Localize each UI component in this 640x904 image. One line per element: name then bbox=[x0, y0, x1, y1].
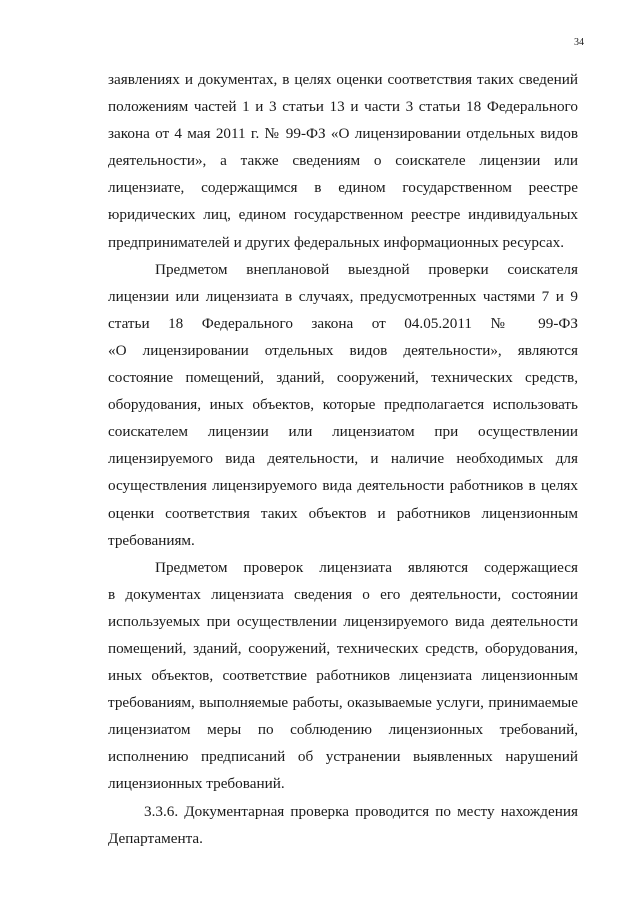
text-line: Предметом проверок лицензиата являются содержащиеся bbox=[155, 558, 578, 576]
text-line: юридических лиц, едином государственном реестре индивидуальных bbox=[108, 206, 578, 224]
text-line: состояние помещений, зданий, сооружений, технических средств, bbox=[108, 369, 578, 387]
text-line: исполнению предписаний об устранении выявленных нарушений bbox=[108, 748, 578, 766]
text-line: соискателем лицензии или лицензиатом при осуществлении bbox=[108, 423, 578, 441]
text-line: заявлениях и документах, в целях оценки соответствия таких сведений bbox=[108, 71, 578, 88]
text-line: 3.3.6. Документарная проверка проводится по месту нахождения bbox=[144, 802, 578, 820]
text-line: помещений, зданий, сооружений, технических средств, оборудования, bbox=[108, 639, 578, 657]
text-line: положениям частей 1 и 3 статьи 13 и части 3 статьи 18 Федерального bbox=[108, 98, 578, 116]
text-line: предпринимателей и других федеральных информационных ресурсах. bbox=[108, 233, 565, 251]
paragraph-licensee-inspection bbox=[108, 554, 578, 798]
paragraph-unscheduled-inspection bbox=[108, 256, 578, 554]
text-line: используемых при осуществлении лицензируемого вида деятельности bbox=[108, 612, 578, 630]
text-line: иных объектов, соответствие работников лицензиата лицензионным bbox=[108, 667, 578, 685]
page-number: 34 bbox=[574, 37, 584, 48]
text-line: в документах лицензиата сведения о его деятельности, состоянии bbox=[108, 585, 578, 603]
text-line: требованиям, выполняемые работы, оказываемые услуги, принимаемые bbox=[108, 694, 578, 712]
paragraph-continuation bbox=[108, 66, 578, 256]
text-line: «О лицензировании отдельных видов деятельности», являются bbox=[108, 341, 578, 359]
text-line: Предметом внеплановой выездной проверки соискателя bbox=[155, 260, 578, 278]
text-line: Департамента. bbox=[108, 829, 203, 847]
text-line: лицензируемого вида деятельности, и наличие необходимых для bbox=[108, 450, 578, 468]
text-line: деятельности», а также сведениям о соискателе лицензии или bbox=[108, 152, 578, 170]
text-line: требованиям. bbox=[108, 531, 195, 549]
text-line: закона от 4 мая 2011 г. № 99-ФЗ «О лицензировании отдельных видов bbox=[108, 125, 578, 143]
document-body bbox=[108, 66, 578, 852]
text-line: лицензиатом меры по соблюдению лицензионных требований, bbox=[108, 721, 578, 739]
text-line: оценки соответствия таких объектов и работников лицензионным bbox=[108, 504, 578, 522]
text-line: лицензиате, содержащимся в едином государственном реестре bbox=[108, 179, 578, 197]
text-line: лицензии или лицензиата в случаях, предусмотренных частями 7 и 9 bbox=[108, 287, 578, 305]
text-line: статьи 18 Федерального закона от 04.05.2011 № 99-ФЗ bbox=[108, 314, 578, 332]
paragraph-section-3-3-6 bbox=[108, 798, 578, 852]
text-line: лицензионных требований. bbox=[108, 775, 285, 793]
text-line: оборудования, иных объектов, которые предполагается использовать bbox=[108, 396, 578, 414]
text-line: осуществления лицензируемого вида деятельности работников в целях bbox=[108, 477, 578, 495]
